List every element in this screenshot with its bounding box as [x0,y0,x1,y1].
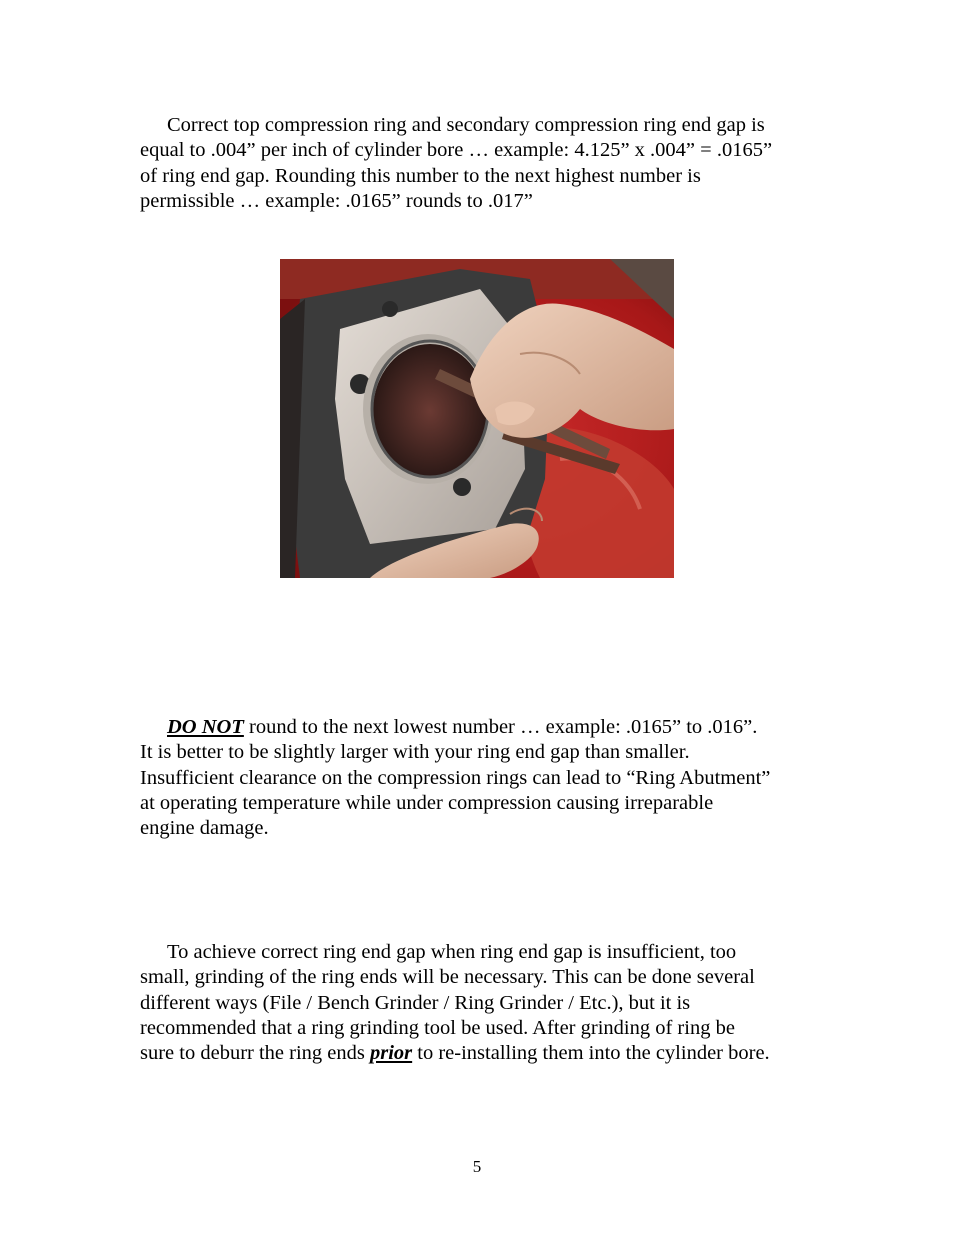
text-line: Insufficient clearance on the compression rings can lead to “Ring Abutment” [140,766,771,789]
emphasis-prior: prior [370,1042,413,1065]
text-line: Correct top compression ring and secondary compression ring end gap is [167,114,765,136]
text-line: It is better to be slightly larger with your ring end gap than smaller. [140,741,690,764]
emphasis-do-not: DO NOT [167,716,244,738]
paragraph-ring-grinding [140,940,830,1066]
text-line: permissible … example: .0165” rounds to .017” [140,189,533,212]
paragraph-ring-gap-rule [140,113,830,214]
text-line: recommended that a ring grinding tool be used. After grinding of ring be [140,1016,735,1039]
text-line: sure to deburr the ring ends prior to re-installing them into the cylinder bore. [140,1042,770,1065]
text-line: small, grinding of the ring ends will be necessary. This can be done several [140,966,755,989]
text-line: at operating temperature while under compression causing irreparable [140,791,714,814]
text-line: equal to .004” per inch of cylinder bore … example: 4.125” x .004” = .0165” [140,139,773,162]
text-line: To achieve correct ring end gap when ring end gap is insufficient, too [167,941,737,963]
text-line: DO NOT round to the next lowest number … example: .0165” to .016”. [167,716,758,738]
cylinder-ring-gap-photo [280,259,674,578]
paragraph-do-not-round-down [140,715,830,841]
text-line: of ring end gap. Rounding this number to the next highest number is [140,164,701,187]
text-line: different ways (File / Bench Grinder / Ring Grinder / Etc.), but it is [140,991,691,1014]
page-number: 5 [472,1157,482,1176]
text-line: engine damage. [140,817,269,840]
